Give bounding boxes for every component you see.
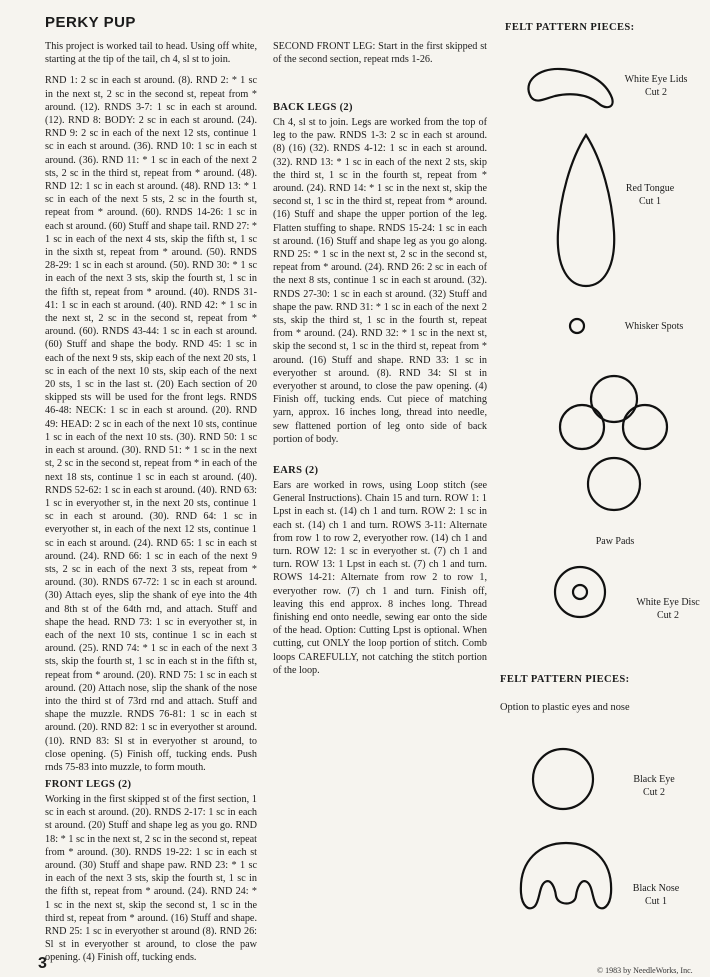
front-legs-heading: FRONT LEGS (2) (45, 779, 132, 790)
eye-disc-outer (555, 567, 605, 617)
front-legs-instructions: Working in the first skipped st of the first section, 1 sc in each st around. (20). RNDS 2-17: 1 sc in each st around. (20) Stuff and shape leg as you go. RND 18: * 1 sc in the next st, 2 sc in the second st, repeat from * around. (30). RNDS 19-22: 1 sc in each st around. (30) Stuff and shape paw. RND 23: * 1 sc in each of the next 3 sts, skip the fourth st, 1 sc in the fifth st, repeat from * around. (24). RND 24: * 1 sc in the next st, skip the second st, 1 sc in the third st, repeat from * around. (16) Stuff and shape. RND 25: 1 sc in everyother st around (8). RND 26: Sl st in everyother st around, to close the paw opening. (4) Finish off, tucking ends. (45, 794, 257, 964)
whisker-label: Whisker Spots (624, 321, 684, 332)
black-eye-label: Black Eye Cut 2 (633, 774, 675, 798)
ears-heading: EARS (2) (273, 465, 319, 476)
second-front-leg-paragraph: SECOND FRONT LEG: Start in the first skipped st of the second section, repeat rnds 1-26. (273, 41, 487, 66)
tongue-label: Red Tongue Cut 1 (625, 183, 675, 207)
ears-instructions: Ears are worked in rows, using Loop stitch (see General Instructions). Chain 15 and turn. ROW 1: 1 Lpst in each st. (14) ch 1 and turn. ROW 2: 1 sc in each st. (14) ch 1 and turn. ROWS 3-11: Alternate from row 1 to row 2, everyother row. (14) ch 1 and turn. ROW 12: 1 sc in everyother st. (7) ch 1 and turn. ROW 13: 1 Lpst in each st. (7) ch 1 and turn. ROWS 14-21: Alternate from row 2 to row 1, everyother row. (7) ch 1 and turn. Finish off, leaving this end approx. 8 inches long. Thread finishing end onto needle, sewing ear onto the side of the head. Option: Cutting Lpst is optional. When cutting, cut ONLY the loop portion of stitch. Comb loops CAREFULLY, not catching the stitch portion of the loop. (273, 480, 487, 676)
page-title: PERKY PUP (45, 14, 136, 31)
page-number: 3 (38, 955, 47, 972)
black-nose-shape (521, 843, 611, 908)
eye-disc-inner (573, 585, 587, 599)
back-legs-instructions: Ch 4, sl st to join. Legs are worked from the top of leg to the paw. RNDS 1-3: 2 sc in each st around. (8) (16) (32). RNDS 4-12: 1 sc in each st around. (32). RND 13: * 1 sc in each of the next 2 sts, skip the third st, 1 sc in the fourth st, repeat from * around. (24). RND 14: * 1 sc in the next st, skip the second st, 1 sc in the third st, repeat from * around. (16) Stuff and shape the upper portion of the leg. Flatten stuffing to shape. RNDS 15-24: 1 sc in each st around. (16) Stuff and shape leg as you go along. RND 25: * 1 sc in the next st, 2 sc in the second st, repeat from * around. (24). RND 26: 2 sc in each of the next 8 sts, continue 1 sc in each st around. (32). RNDS 27-30: 1 sc in each st around. (32) Stuff and shape the paw. RND 31: * 1 sc in each of the next 2 sts, skip the third st, 1 sc in the fourth st, repeat from * around. (24). RND 32: * 1 sc in the next st, skip the second st, 1 sc in the third st, repeat from * around. (16) Stuff and shape. RND 33: 1 sc in everyother st around. (8). RND 34: Sl st in everyother st around, to close the paw opening. (4) Finish off, tucking ends. Cut piece of matching yarn, approx. 16 inches long, thread into needle, sew flattened portion of leg onto side of back portion of body. (273, 117, 487, 445)
eye-lids-label: White Eye Lids Cut 2 (624, 74, 688, 98)
intro-paragraph: This project is worked tail to head. Using off white, starting at the tip of the tail, ch 4, sl st to join. (45, 41, 257, 66)
copyright-notice: © 1983 by NeedleWorks, Inc. (597, 966, 693, 975)
paw-pad-bottom (588, 458, 640, 510)
option-note: Option to plastic eyes and nose (500, 702, 630, 713)
back-legs-heading: BACK LEGS (2) (273, 102, 353, 113)
black-eye-shape (533, 749, 593, 809)
tongue-shape (558, 135, 614, 286)
body-instructions: RND 1: 2 sc in each st around. (8). RND 2: * 1 sc in the next st, 2 sc in the second st, repeat from * around. (12). RNDS 3-7: 1 sc in each st around. (12). RND 8: BODY: 2 sc in each st around. (24). RND 9: 2 sc in each of the next 12 sts, continue 1 sc in each st around. (36). RND 10: 1 sc in each st around. (36). RND 11: * 1 sc in each of the next 2 sts, 2 sc in the third st, repeat from * around. (48). RND 12: 1 sc in each st around. (48). RND 13: * 1 sc in each of the next 5 sts, 2 sc in the fourth st, repeat from * around. (60). RNDS 14-26: 1 sc in each st around. (60) Stuff and shape tail. RND 27: * 1 sc in each of the next 4 sts, skip the fifth st, 1 sc in the sixth st, repeat from * around. (50). RNDS 28-29: 1 sc in each st around. (50). RND 30: * 1 sc in each of the next 3 sts, skip the fourth st, 1 sc in the fifth st, repeat from * around. (40). RNDS 31-41: 1 sc in each st around. (40). RND 42: * 1 sc in the next st, 2 sc in the second st, repeat from * around. (60). RNDS 43-44: 1 sc in each st around. (60) Stuff and shape the body. RND 45: 1 sc in each of the next 9 sts, skip each of the next 20 sts, 1 sc in each of the next 10 sts, skip each of the next 20 sts, 1 sc in the last st. (20) Each section of 20 skipped sts will be used for the front legs. RNDS 46-48: NECK: 1 sc in each st around. (20). RND 49: HEAD: 2 sc in each of the next 10 sts, continue 1 sc in each of the next 10 sts. (30). RND 50: 1 sc in each st around. (30). RND 51: * 1 sc in the next st, 2 sc in the second st, repeat from * in each of the next 18 sts, continue 1 sc in each st around. (40). RNDS 52-62: 1 sc in each st around. (40). RND 63: 1 sc in everyother st, in the next 20 sts, continue 1 sc in each st around. (30). RND 64: 1 sc in everyother st, in each of the next 12 sts, continue 1 sc in each st around. (24). RND 65: 1 sc in each st around. (24). RND 66: 1 sc in each of the next 9 sts, 2 sc in each of the next 3 sts, repeat from * around. (30). RNDS 67-72: 1 sc in each st around. (30) Attach eyes, slip the shank of eye into the 4th and 8th st of the 64th rnd, and attach. Stuff and shape the head. RND 73: 1 sc in everyother st, in each of the next 10 sts, continue 1 sc in each st around. (25). RND 74: * 1 sc in each of the next 3 sts, skip the fourth st, 1 sc in each st in the fifth st, repeat from * around. (20). RND 75: 1 sc in each st around. (20) Attach nose, slip the shank of the nose into the third st of 73rd rnd and attach. Stuff and shape the muzzle. RNDS 76-81: 1 sc in each st around. (20). RND 82: 1 sc in everyother st around. (10). RND 83: Sl st in everyother st around, to close opening. (5) Finish off, tucking ends. Push rnds 75-83 into muzzle, to form mouth. (45, 75, 258, 773)
paw-pad-right (623, 405, 667, 449)
eye-disc-label: White Eye Disc Cut 2 (636, 597, 700, 621)
paw-pads-label: Paw Pads (595, 536, 635, 547)
felt-pattern-header-bottom: FELT PATTERN PIECES: (500, 674, 630, 685)
paw-pad-center (591, 376, 637, 422)
black-nose-label: Black Nose Cut 1 (632, 883, 680, 907)
felt-pattern-header-top: FELT PATTERN PIECES: (505, 22, 635, 33)
paw-pad-left (560, 405, 604, 449)
whisker-spot-shape (570, 319, 584, 333)
eye-lid-shape (528, 69, 612, 107)
